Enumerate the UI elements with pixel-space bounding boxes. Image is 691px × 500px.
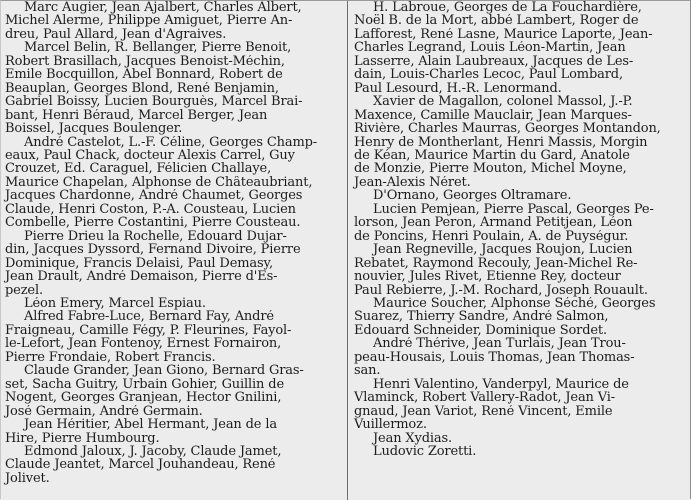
right-column xyxy=(354,1,689,458)
text-line: Henry de Montherlant, Henri Massis, Morgin xyxy=(354,135,648,149)
text-line: Jean Drault, André Demaison, Pierre d'Es- xyxy=(5,270,278,284)
name-paragraph xyxy=(354,297,689,337)
text-line: eaux, Paul Chack, docteur Alexis Carrel, Guy xyxy=(5,148,295,163)
text-line: Lasserre, Alain Laubreaux, Jacques de Les- xyxy=(354,54,634,69)
text-line: de Poncins, Henri Poulain, A. de Puységur. xyxy=(354,229,629,244)
text-line: le-Lefort, Jean Fontenoy, Ernest Fornairon, xyxy=(5,337,282,351)
text-line: bant, Henri Béraud, Marcel Berger, Jean xyxy=(5,108,268,123)
text-line: gnaud, Jean Variot, René Vincent, Emile xyxy=(354,404,613,419)
text-line: Maurice Soucher, Alphonse Séché, Georges xyxy=(373,296,656,311)
text-line: din, Jacques Dyssord, Fernand Divoire, Pierre xyxy=(5,243,301,257)
text-line: Maxence, Camille Mauclair, Jean Marques- xyxy=(354,108,632,123)
text-line: Emile Bocquillon, Abel Bonnard, Robert de xyxy=(5,68,283,82)
name-paragraph xyxy=(354,1,689,95)
text-line: Combelle, Pierre Costantini, Pierre Cousteau. xyxy=(5,216,301,230)
text-line: Henri Valentino, Vanderpyl, Maurice de xyxy=(373,377,629,392)
text-line: Pierre Drieu la Rochelle, Edouard Dujar- xyxy=(24,229,287,244)
text-line: Pierre Frondaie, Robert Francis. xyxy=(5,350,216,365)
text-line: de Kéan, Maurice Martin du Gard, Anatole xyxy=(354,148,630,163)
text-line: Ludovic Zoretti. xyxy=(373,444,477,459)
text-line: Lucien Pemjean, Pierre Pascal, Georges Pe- xyxy=(373,202,654,217)
text-line: Noël B. de la Mort, abbé Lambert, Roger de xyxy=(354,14,639,28)
name-paragraph xyxy=(354,203,689,243)
text-line: nouvier, Jules Rivet, Etienne Rey, docteur xyxy=(354,270,621,284)
text-line: Alfred Fabre-Luce, Bernard Fay, André xyxy=(24,310,274,324)
text-line: Michel Alerme, Philippe Amiguet, Pierre An- xyxy=(5,14,293,28)
text-line: Nogent, Georges Granjean, Hector Gnilini, xyxy=(5,391,282,405)
name-paragraph xyxy=(5,136,343,230)
name-paragraph xyxy=(5,445,343,485)
text-line: Boissel, Jacques Boulenger. xyxy=(5,122,183,136)
text-line: Vlaminck, Robert Vallery-Radot, Jean Vi- xyxy=(354,391,616,405)
name-paragraph xyxy=(354,337,689,377)
text-line: Léon Emery, Marcel Espiau. xyxy=(24,296,206,311)
name-paragraph xyxy=(5,310,343,364)
text-line: dain, Louis-Charles Lecoc, Paul Lombard, xyxy=(354,68,623,82)
text-line: H. Labroue, Georges de La Fouchardière, xyxy=(373,1,642,15)
text-line: Paul Rebierre, J.-M. Rochard, Joseph Rouault. xyxy=(354,283,648,297)
text-line: pezel. xyxy=(5,283,43,297)
text-line: Jean-Alexis Néret. xyxy=(354,175,471,190)
name-paragraph xyxy=(5,41,343,135)
text-line: André Castelot, L.-F. Céline, Georges Champ- xyxy=(24,135,318,149)
name-paragraph xyxy=(354,243,689,297)
text-line: Hire, Pierre Humbourg. xyxy=(5,431,160,445)
text-line: José Germain, André Germain. xyxy=(5,404,203,419)
text-line: Jolivet. xyxy=(5,471,50,486)
text-line: Jean Regneville, Jacques Roujon, Lucien xyxy=(373,243,633,257)
name-paragraph xyxy=(354,189,689,202)
text-line: de Monzie, Pierre Mouton, Michel Moyne, xyxy=(354,162,627,176)
text-line: Vuillermoz. xyxy=(354,418,427,432)
text-line: Jean Héritier, Abel Hermant, Jean de la xyxy=(24,418,277,432)
text-line: Rivière, Charles Maurras, Georges Montandon, xyxy=(354,122,661,136)
name-paragraph xyxy=(354,432,689,445)
text-line: lorson, Jean Peron, Armand Petitjean, Léon xyxy=(354,216,633,230)
text-line: Edouard Schneider, Dominique Sordet. xyxy=(354,323,607,338)
text-line: dreu, Paul Allard, Jean d'Agraives. xyxy=(5,27,227,42)
text-line: Rebatet, Raymond Recouly, Jean-Michel Re- xyxy=(354,256,638,271)
text-line: Claude Jeantet, Marcel Jouhandeau, René xyxy=(5,458,276,472)
text-line: D'Ornano, Georges Oltramare. xyxy=(373,189,572,203)
text-line: Beauplan, Georges Blond, René Benjamin, xyxy=(5,81,279,96)
text-line: Dominique, Francis Delaisi, Paul Demasy, xyxy=(5,256,273,271)
text-line: Edmond Jaloux, J. Jacoby, Claude Jamet, xyxy=(24,444,282,459)
left-column xyxy=(5,1,348,500)
name-paragraph xyxy=(354,95,689,189)
text-line: Paul Lesourd, H.-R. Lenormand. xyxy=(354,81,562,96)
text-line: Lafforest, René Lasne, Maurice Laporte, Jean- xyxy=(354,27,653,42)
name-paragraph xyxy=(354,378,689,432)
text-line: André Thérive, Jean Turlais, Jean Trou- xyxy=(373,337,626,351)
text-line: peau-Housais, Louis Thomas, Jean Thomas- xyxy=(354,350,635,365)
text-line: Marcel Belin, R. Bellanger, Pierre Benoit, xyxy=(24,41,292,55)
text-line: Jean Xydias. xyxy=(373,431,452,445)
text-line: Suarez, Thierry Sandre, André Salmon, xyxy=(354,310,609,324)
name-paragraph xyxy=(5,230,343,297)
text-line: Fraigneau, Camille Fégy, P. Fleurines, Fayol- xyxy=(5,323,292,338)
name-paragraph xyxy=(5,364,343,418)
name-paragraph xyxy=(5,297,343,310)
name-paragraph xyxy=(354,445,689,458)
text-line: Claude Grander, Jean Giono, Bernard Gras- xyxy=(24,364,304,378)
text-line: Maurice Chapelan, Alphonse de Châteaubriant, xyxy=(5,175,313,190)
text-line: set, Sacha Guitry, Urbain Gohier, Guillin de xyxy=(5,377,284,392)
text-line: Gabriel Boissy, Lucien Bourguès, Marcel Brai- xyxy=(5,95,303,109)
text-line: Crouzet, Ed. Caraguel, Félicien Challaye, xyxy=(5,162,272,176)
text-line: Xavier de Magallon, colonel Massol, J.-P. xyxy=(373,95,633,109)
name-paragraph xyxy=(5,1,343,41)
text-line: Claude, Henri Coston, P.-A. Cousteau, Lucien xyxy=(5,202,296,217)
text-line: san. xyxy=(354,364,381,378)
text-line: Jacques Chardonne, André Chaumet, Georges xyxy=(5,189,303,203)
name-paragraph xyxy=(5,418,343,445)
text-line: Robert Brasillach, Jacques Benoist-Méchin, xyxy=(5,54,285,69)
text-line: Marc Augier, Jean Ajalbert, Charles Albert, xyxy=(24,1,302,15)
text-line: Charles Legrand, Louis Léon-Martin, Jean xyxy=(354,41,626,55)
